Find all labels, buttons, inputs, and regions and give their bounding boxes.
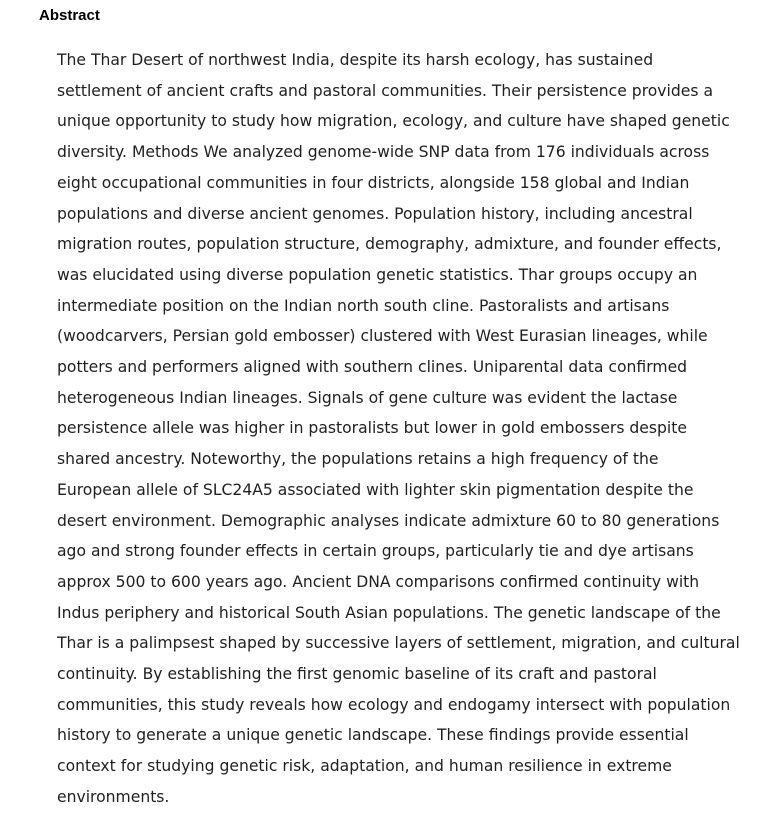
abstract-line: communities, this study reveals how ecology and endogamy intersect with population: [57, 695, 731, 714]
abstract-line: approx 500 to 600 years ago. Ancient DNA comparisons confirmed continuity with: [57, 572, 700, 591]
abstract-line: potters and performers aligned with southern clines. Uniparental data confirmed: [57, 358, 688, 377]
abstract-line: ago and strong founder effects in certain groups, particularly tie and dye artisans: [57, 542, 694, 561]
abstract-line: The Thar Desert of northwest India, despite its harsh ecology, has sustained: [57, 51, 654, 69]
abstract-line: Indus periphery and historical South Asian populations. The genetic landscape of the: [57, 603, 721, 622]
abstract-body: [57, 45, 740, 813]
abstract-line: European allele of SLC24A5 associated with lighter skin pigmentation despite the: [57, 480, 694, 499]
abstract-line: heterogeneous Indian lineages. Signals of gene culture was evident the lactase: [57, 388, 678, 407]
abstract-line: desert environment. Demographic analyses indicate admixture 60 to 80 generations: [57, 511, 720, 530]
abstract-line: populations and diverse ancient genomes. Population history, including ancestral: [57, 204, 693, 223]
abstract-line: was elucidated using diverse population genetic statistics. Thar groups occupy an: [57, 265, 698, 284]
abstract-line: diversity. Methods We analyzed genome-wide SNP data from 176 individuals across: [57, 143, 710, 162]
abstract-line: migration routes, population structure, demography, admixture, and founder effects,: [57, 235, 722, 254]
abstract-line: shared ancestry. Noteworthy, the populations retains a high frequency of the: [57, 450, 659, 469]
abstract-line: context for studying genetic risk, adaptation, and human resilience in extreme: [57, 757, 672, 776]
abstract-line: unique opportunity to study how migration, ecology, and culture have shaped genetic: [57, 112, 730, 131]
abstract-line: continuity. By establishing the first genomic baseline of its craft and pastoral: [57, 665, 657, 684]
abstract-line: (woodcarvers, Persian gold embosser) clustered with West Eurasian lineages, while: [57, 327, 708, 346]
abstract-line: environments.: [57, 787, 170, 806]
abstract-line: intermediate position on the Indian north south cline. Pastoralists and artisans: [57, 296, 670, 315]
abstract-line: Thar is a palimpsest shaped by successive layers of settlement, migration, and cultural: [57, 634, 740, 653]
abstract-line: settlement of ancient crafts and pastoral communities. Their persistence provides a: [57, 81, 713, 100]
abstract-line: persistence allele was higher in pastoralists but lower in gold embossers despite: [57, 419, 687, 438]
abstract-line: history to generate a unique genetic landscape. These findings provide essential: [57, 726, 689, 745]
abstract-heading: Abstract: [39, 7, 100, 24]
abstract-line: eight occupational communities in four districts, alongside 158 global and Indian: [57, 173, 690, 192]
